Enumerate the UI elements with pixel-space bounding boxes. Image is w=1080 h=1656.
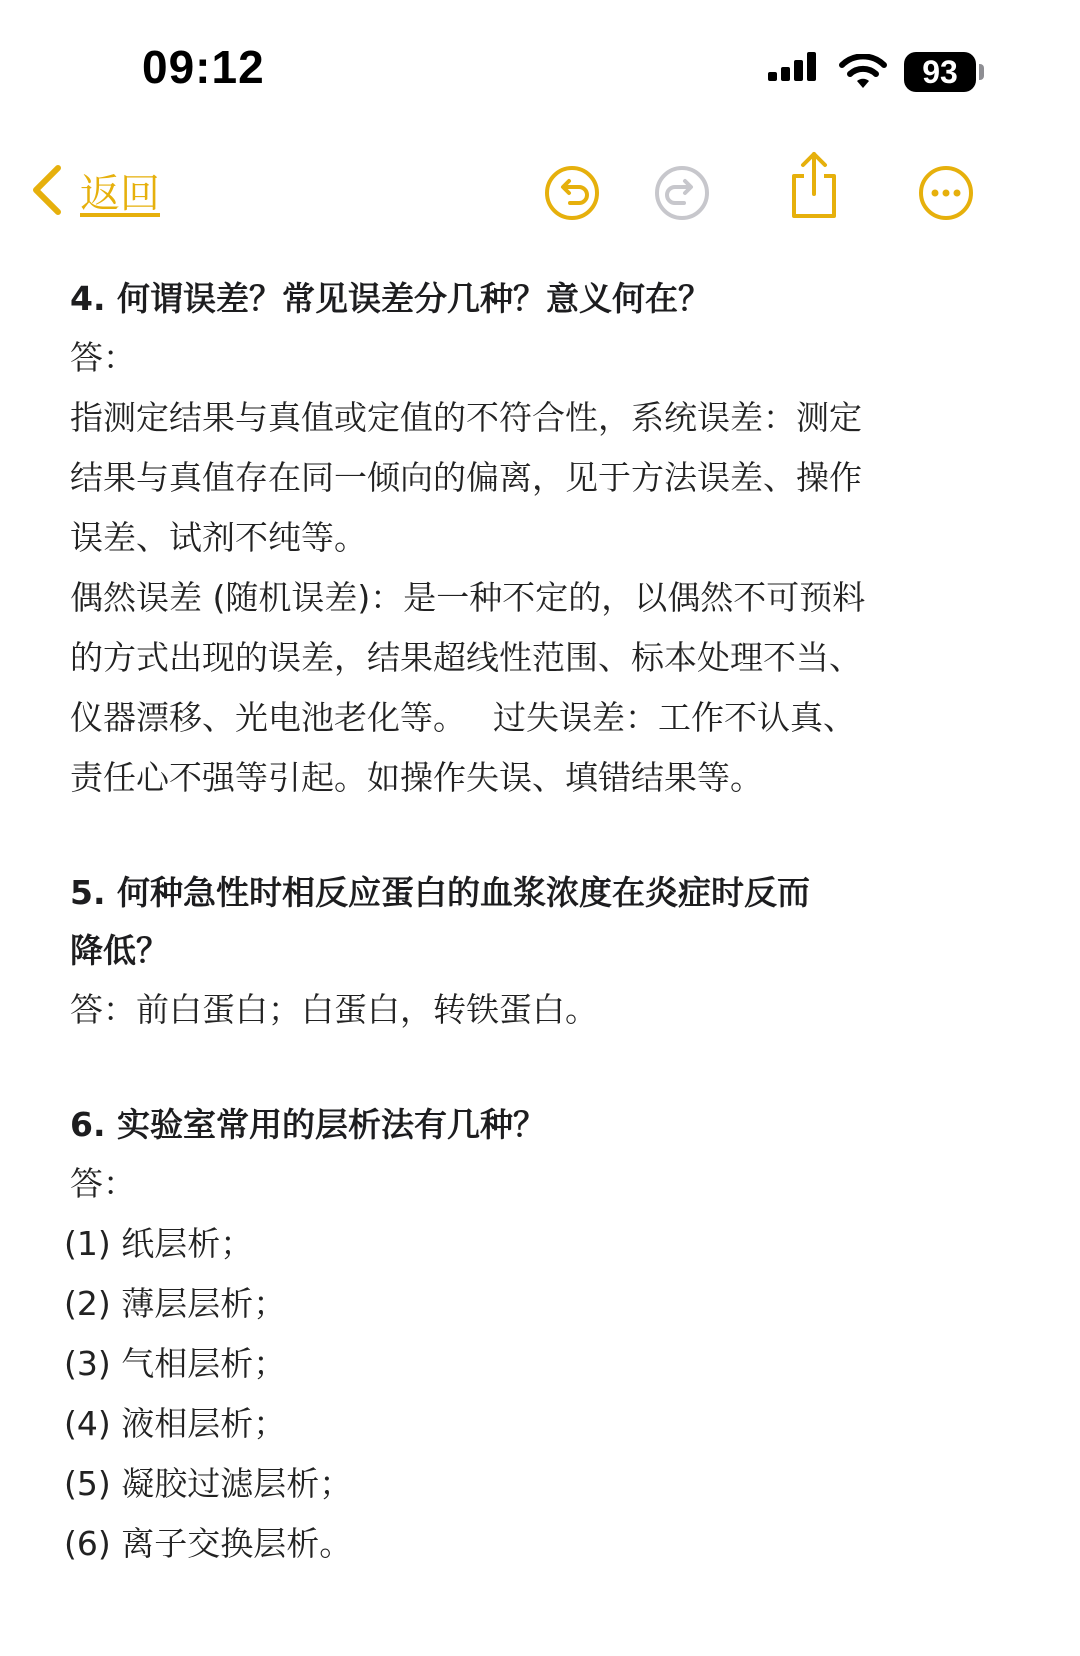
back-button[interactable] — [30, 158, 160, 222]
chevron-left-icon — [30, 164, 64, 216]
question-4: 4. 何谓误差？常见误差分几种？意义何在？ — [70, 279, 711, 318]
more-icon — [916, 163, 976, 223]
answer-line: 答： — [70, 338, 136, 377]
back-label: 返回 — [80, 170, 160, 217]
redo-button[interactable] — [652, 163, 712, 223]
redo-icon — [652, 163, 712, 223]
battery-level: 93 — [922, 54, 958, 90]
question-6: 6. 实验室常用的层析法有几种？ — [70, 1105, 546, 1144]
list-item: (2) 薄层层析； — [64, 1284, 287, 1323]
wifi-icon — [838, 54, 888, 90]
answer-line: 责任心不强等引起。如操作失误、填错结果等。 — [70, 758, 763, 797]
answer-line: 偶然误差 (随机误差)：是一种不定的，以偶然不可预料 — [70, 578, 866, 617]
answer-line: 答： — [70, 1164, 136, 1203]
question-5-line: 降低？ — [70, 931, 169, 970]
list-item: (5) 凝胶过滤层析； — [64, 1464, 353, 1503]
list-item: (6) 离子交换层析。 — [64, 1524, 353, 1563]
answer-line: 误差、试剂不纯等。 — [70, 518, 367, 557]
more-options-button[interactable] — [916, 163, 976, 223]
status-bar — [0, 0, 1080, 150]
question-5-line: 5. 何种急性时相反应蛋白的血浆浓度在炎症时反而 — [70, 873, 810, 912]
battery-icon — [904, 52, 976, 92]
answer-line: 指测定结果与真值或定值的不符合性，系统误差：测定 — [70, 398, 862, 437]
paragraph-gap — [70, 1040, 1010, 1096]
status-time: 09:12 — [142, 41, 265, 93]
answer-line: 答：前白蛋白；白蛋白，转铁蛋白。 — [70, 990, 598, 1029]
share-icon — [784, 150, 844, 220]
undo-icon — [542, 163, 602, 223]
list-item: (4) 液相层析； — [64, 1404, 287, 1443]
answer-line: 仪器漂移、光电池老化等。 过失误差：工作不认真、 — [70, 698, 856, 737]
paragraph-gap — [70, 808, 1010, 864]
list-item: (1) 纸层析； — [64, 1224, 254, 1263]
undo-button[interactable] — [542, 163, 602, 223]
list-item: (3) 气相层析； — [64, 1344, 287, 1383]
answer-line: 结果与真值存在同一倾向的偏离，见于方法误差、操作 — [70, 458, 862, 497]
cellular-signal-icon — [768, 52, 820, 86]
note-body[interactable] — [64, 270, 1010, 1574]
share-button[interactable] — [784, 150, 844, 220]
answer-line: 的方式出现的误差，结果超线性范围、标本处理不当、 — [70, 638, 862, 677]
battery-terminal — [979, 64, 984, 80]
